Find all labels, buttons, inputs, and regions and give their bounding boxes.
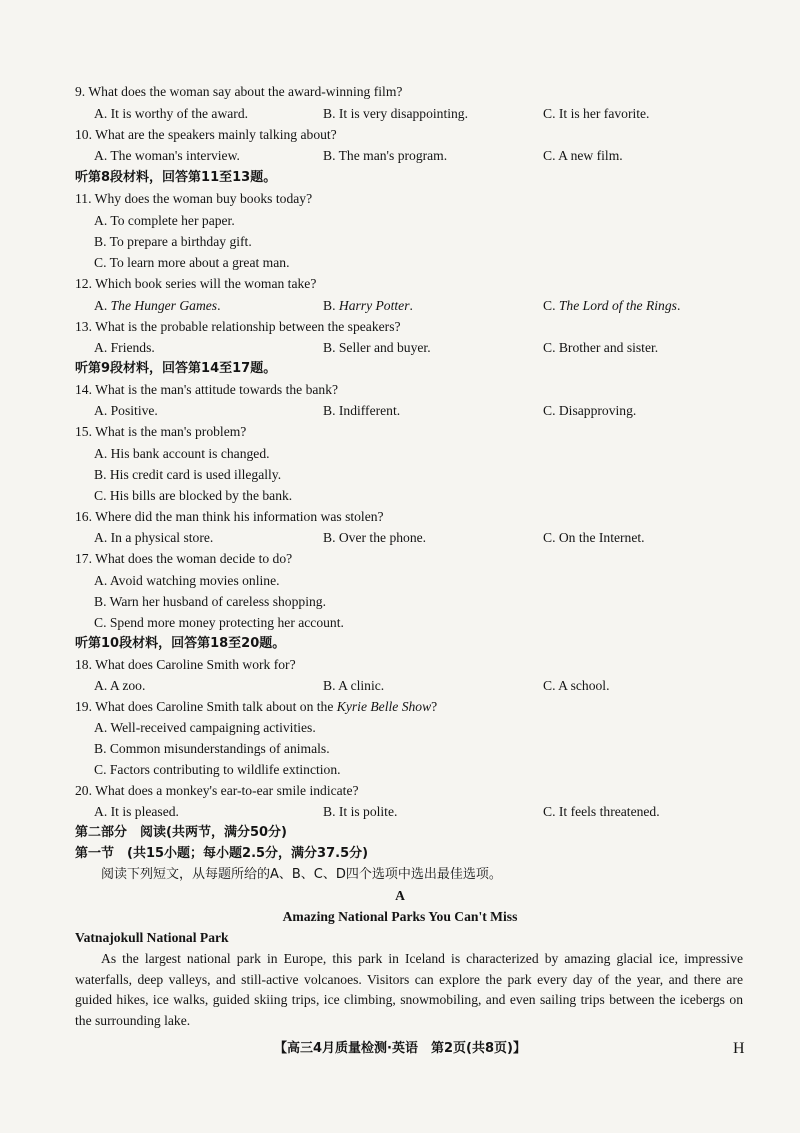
- options-16: [0, 527, 800, 549]
- passage-title: [0, 906, 800, 928]
- book-title: The Hunger Games: [110, 298, 218, 313]
- question-text: 10. What are the speakers mainly talking about?: [75, 127, 337, 142]
- options-17-c: [0, 612, 800, 634]
- options-20: [0, 801, 800, 823]
- options-19-c: [0, 759, 800, 781]
- option-a: A. Friends.: [94, 340, 155, 355]
- segment-10-header: [0, 633, 800, 655]
- section-instruction: 听第10段材料，回答第18至20题。: [75, 636, 286, 651]
- options-11-c: [0, 252, 800, 274]
- question-text: 13. What is the probable relationship between the speakers?: [75, 319, 401, 334]
- question-11: [0, 188, 800, 210]
- option-c: C. Brother and sister.: [543, 340, 659, 355]
- question-text: 19. What does Caroline Smith talk about on the Kyrie Belle Show?: [75, 699, 438, 714]
- question-13: [0, 316, 800, 338]
- park-heading: Vatnajokull National Park: [75, 930, 229, 945]
- option-a: A. To complete her paper.: [94, 213, 235, 228]
- options-17-a: [0, 570, 800, 592]
- options-19-b: [0, 738, 800, 760]
- options-13: [0, 337, 800, 359]
- section-title: 第一节 (共15小题；每小题2.5分，满分37.5分): [75, 846, 369, 861]
- section-instruction: 听第8段材料，回答第11至13题。: [75, 170, 277, 185]
- passage-letter: [0, 885, 800, 907]
- question-text: 11. Why does the woman buy books today?: [75, 191, 313, 206]
- option-b: B. Over the phone.: [323, 530, 427, 545]
- question-15: [0, 421, 800, 443]
- passage-label: A: [395, 888, 405, 903]
- option-c: C. His bills are blocked by the bank.: [94, 488, 293, 503]
- options-9: [0, 103, 800, 125]
- options-10: [0, 145, 800, 167]
- option-b: B. It is polite.: [323, 804, 398, 819]
- part-2-title: [0, 822, 800, 844]
- passage-paragraph: As the largest national park in Europe, this park in Iceland is characterized by amazing glacial ice, impressive waterfalls, deep valleys, and still-active volcanoes. Visitors can explore the park every day of the year, and there are guided hikes, ice walks, guided skiing trips, ice climbing, snowmobiling, and even sailing trips between the icebergs on the surrounding lake.: [75, 951, 743, 1028]
- option-a: A. The Hunger Games.: [94, 298, 221, 313]
- options-11-a: [0, 210, 800, 232]
- option-b: B. A clinic.: [323, 678, 385, 693]
- page-footer: [0, 1038, 800, 1060]
- options-18: [0, 675, 800, 697]
- option-a: A. It is worthy of the award.: [94, 106, 249, 121]
- question-text: 17. What does the woman decide to do?: [75, 551, 293, 566]
- option-b: B. Indifferent.: [323, 403, 401, 418]
- option-c: C. Factors contributing to wildlife extinction.: [94, 762, 341, 777]
- option-c: C. Spend more money protecting her account.: [94, 615, 344, 630]
- question-text: 16. Where did the man think his information was stolen?: [75, 509, 384, 524]
- section-1-title: [0, 843, 800, 865]
- question-text: 14. What is the man's attitude towards the bank?: [75, 382, 339, 397]
- question-18: [0, 654, 800, 676]
- segment-8-header: [0, 167, 800, 189]
- question-9: [0, 81, 800, 103]
- book-title: Harry Potter: [338, 298, 410, 313]
- option-a: A. In a physical store.: [94, 530, 214, 545]
- option-a: A. It is pleased.: [94, 804, 179, 819]
- options-14: [0, 400, 800, 422]
- question-text: 15. What is the man's problem?: [75, 424, 247, 439]
- question-17: [0, 548, 800, 570]
- question-20: [0, 780, 800, 802]
- option-c: C. To learn more about a great man.: [94, 255, 290, 270]
- option-b: B. Seller and buyer.: [323, 340, 431, 355]
- question-16: [0, 506, 800, 528]
- question-text: 12. Which book series will the woman take?: [75, 276, 317, 291]
- question-19: [0, 696, 800, 718]
- option-a: A. Positive.: [94, 403, 158, 418]
- option-b: B. Common misunderstandings of animals.: [94, 741, 330, 756]
- option-c: C. On the Internet.: [543, 530, 645, 545]
- option-b: B. To prepare a birthday gift.: [94, 234, 252, 249]
- book-title: The Lord of the Rings: [558, 298, 677, 313]
- question-text: 18. What does Caroline Smith work for?: [75, 657, 296, 672]
- instruction-text: 阅读下列短文，从每题所给的A、B、C、D四个选项中选出最佳选项。: [101, 867, 502, 882]
- options-12: [0, 295, 800, 317]
- option-b: B. It is very disappointing.: [323, 106, 468, 121]
- option-a: A. His bank account is changed.: [94, 446, 270, 461]
- option-b: B. Harry Potter.: [323, 298, 413, 313]
- part-title: 第二部分 阅读(共两节，满分50分): [75, 825, 287, 840]
- option-c: C. It feels threatened.: [543, 804, 660, 819]
- version-mark: H: [733, 1040, 745, 1057]
- show-title: Kyrie Belle Show: [336, 699, 432, 714]
- option-c: C. The Lord of the Rings.: [543, 298, 681, 313]
- section-instruction: 听第9段材料，回答第14至17题。: [75, 361, 277, 376]
- options-17-b: [0, 591, 800, 613]
- option-c: C. It is her favorite.: [543, 106, 650, 121]
- option-c: C. Disapproving.: [543, 403, 637, 418]
- question-text: 20. What does a monkey's ear-to-ear smile indicate?: [75, 783, 359, 798]
- option-c: C. A new film.: [543, 148, 623, 163]
- options-15-c: [0, 485, 800, 507]
- option-a: A. A zoo.: [94, 678, 146, 693]
- segment-9-header: [0, 358, 800, 380]
- question-12: [0, 273, 800, 295]
- option-b: B. The man's program.: [323, 148, 448, 163]
- question-text: 9. What does the woman say about the award-winning film?: [75, 84, 403, 99]
- footer-text: 【高三4月质量检测·英语 第2页(共8页)】: [274, 1041, 526, 1056]
- option-b: B. His credit card is used illegally.: [94, 467, 282, 482]
- options-19-a: [0, 717, 800, 739]
- option-b: B. Warn her husband of careless shopping.: [94, 594, 326, 609]
- passage-heading: Amazing National Parks You Can't Miss: [282, 909, 518, 924]
- option-a: A. Well-received campaigning activities.: [94, 720, 316, 735]
- option-a: A. Avoid watching movies online.: [94, 573, 280, 588]
- option-c: C. A school.: [543, 678, 610, 693]
- reading-instruction: [0, 864, 800, 886]
- options-15-a: [0, 443, 800, 465]
- park-name: [0, 927, 800, 949]
- option-a: A. The woman's interview.: [94, 148, 240, 163]
- options-15-b: [0, 464, 800, 486]
- options-11-b: [0, 231, 800, 253]
- question-14: [0, 379, 800, 401]
- question-10: [0, 124, 800, 146]
